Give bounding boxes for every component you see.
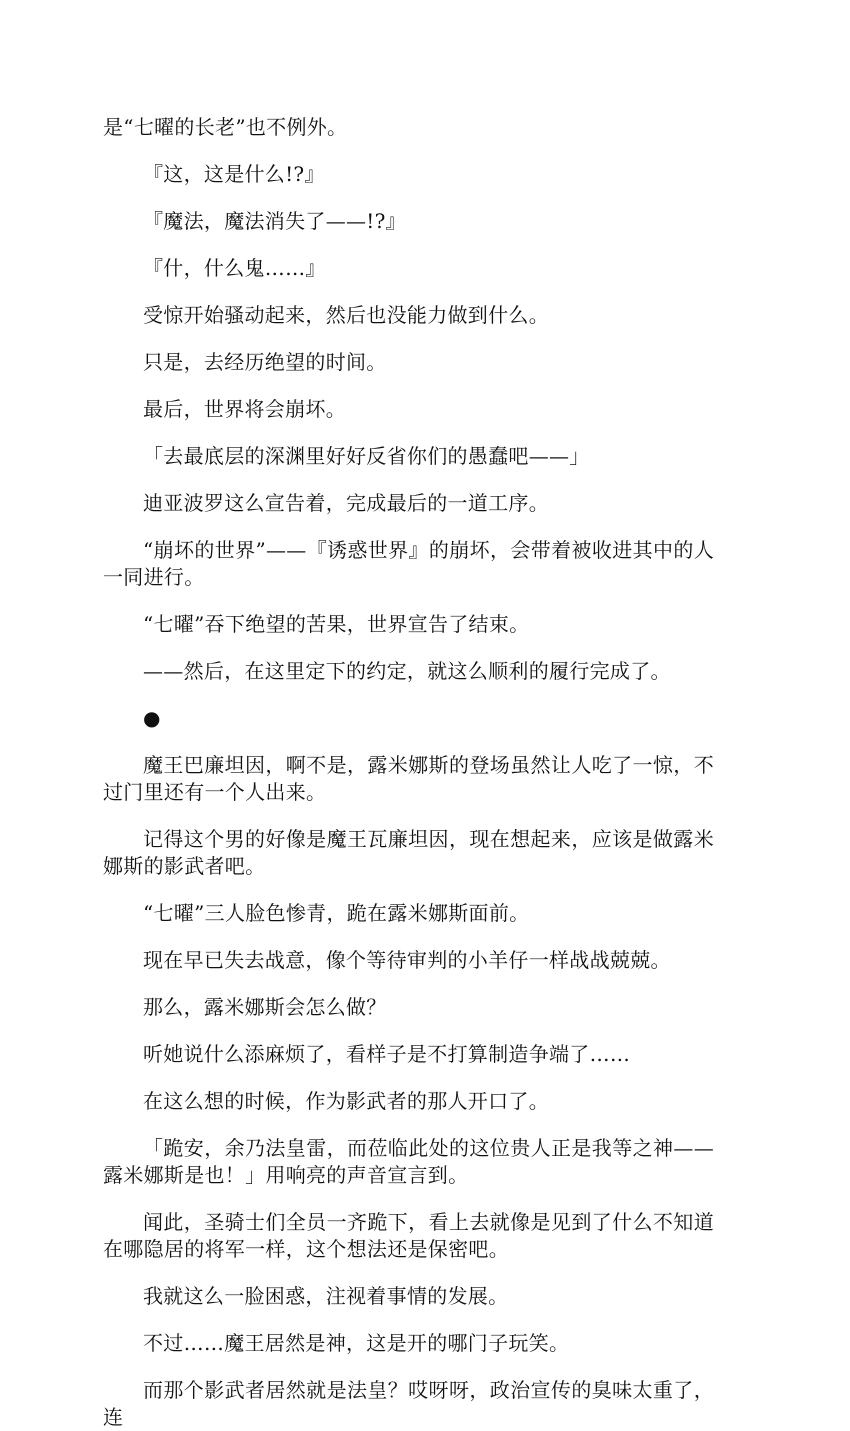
paragraph: ——然后，在这里定下的约定，就这么顺利的履行完成了。 bbox=[143, 659, 671, 683]
paragraph: 是“七曜的长老”也不例外。 bbox=[103, 115, 348, 139]
paragraph: 迪亚波罗这么宣告着，完成最后的一道工序。 bbox=[143, 491, 549, 515]
paragraph: 在这么想的时候，作为影武者的那人开口了。 bbox=[143, 1089, 549, 1113]
paragraph: 最后，世界将会崩坏。 bbox=[143, 397, 346, 421]
paragraph: 只是，去经历绝望的时间。 bbox=[143, 350, 387, 374]
paragraph: 「去最底层的深渊里好好反省你们的愚蠢吧——」 bbox=[143, 444, 590, 468]
paragraph: 那么，露米娜斯会怎么做？ bbox=[143, 995, 387, 1019]
paragraph: 记得这个男的好像是魔王瓦廉坦因，现在想起来，应该是做露米娜斯的影武者吧。 bbox=[103, 827, 714, 878]
paragraph: “崩坏的世界”——『诱惑世界』的崩坏，会带着被收进其中的人一同进行。 bbox=[103, 538, 714, 589]
paragraph: 『什，什么鬼……』 bbox=[143, 256, 326, 280]
scene-break-bullet: ● bbox=[143, 706, 161, 730]
paragraph: 「跪安，余乃法皇雷，而莅临此处的这位贵人正是我等之神——露米娜斯是也！」用响亮的声音宣言到。 bbox=[103, 1136, 714, 1187]
paragraph: 听她说什么添麻烦了，看样子是不打算制造争端了…… bbox=[143, 1042, 631, 1066]
paragraph: “七曜”吞下绝望的苦果，世界宣告了结束。 bbox=[143, 612, 530, 636]
paragraph: 魔王巴廉坦因，啊不是，露米娜斯的登场虽然让人吃了一惊，不过门里还有一个人出来。 bbox=[103, 753, 714, 804]
paragraph: 『这，这是什么!?』 bbox=[143, 162, 325, 186]
paragraph: 『魔法，魔法消失了——!?』 bbox=[143, 209, 406, 233]
paragraph: 现在早已失去战意，像个等待审判的小羊仔一样战战兢兢。 bbox=[143, 948, 671, 972]
paragraph: 我就这么一脸困惑，注视着事情的发展。 bbox=[143, 1284, 509, 1308]
paragraph: 受惊开始骚动起来，然后也没能力做到什么。 bbox=[143, 303, 549, 327]
paragraph: “七曜”三人脸色惨青，跪在露米娜斯面前。 bbox=[143, 901, 530, 925]
paragraph: 而那个影武者居然就是法皇？哎呀呀，政治宣传的臭味太重了，连 bbox=[103, 1378, 714, 1429]
paragraph: 闻此，圣骑士们全员一齐跪下，看上去就像是见到了什么不知道在哪隐居的将军一样，这个想法还是保密吧。 bbox=[103, 1210, 714, 1261]
paragraph: 不过……魔王居然是神，这是开的哪门子玩笑。 bbox=[143, 1331, 570, 1355]
